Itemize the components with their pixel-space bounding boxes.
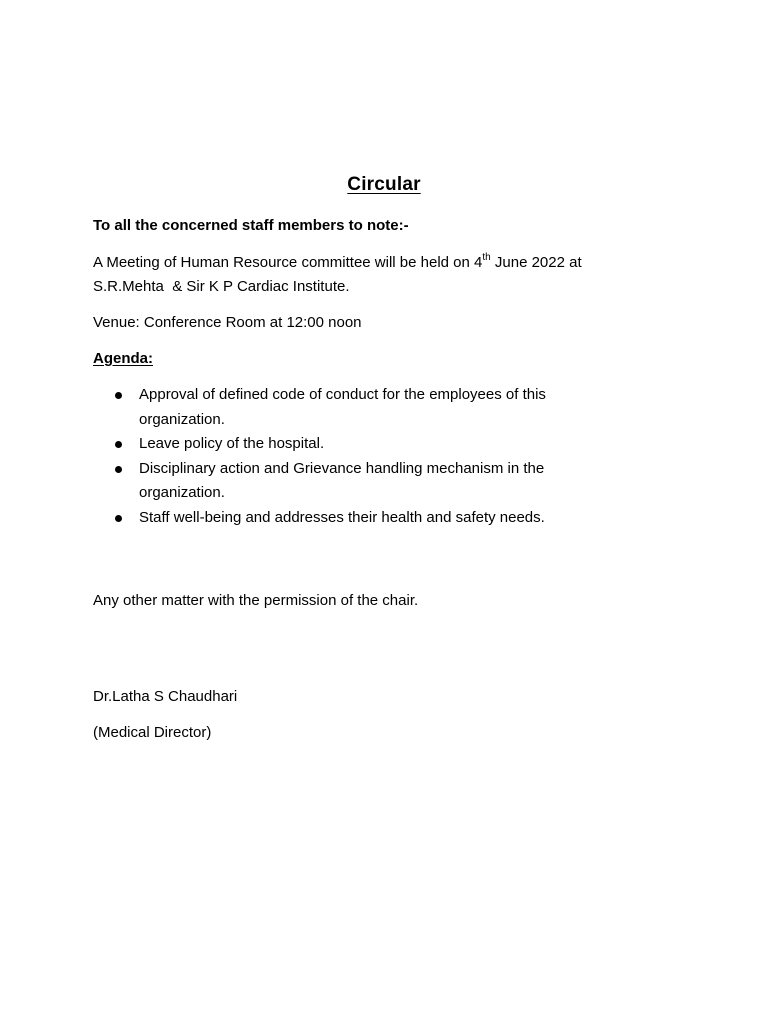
venue-line: Venue: Conference Room at 12:00 noon [93, 314, 362, 331]
other-matter-line: Any other matter with the permission of the chair. [93, 592, 419, 609]
bullet-icon [115, 466, 122, 473]
agenda-item-line: Disciplinary action and Grievance handling mechanism in the [139, 459, 545, 477]
document-title: Circular [347, 174, 421, 195]
agenda-item [93, 432, 653, 457]
bullet-icon [115, 441, 122, 448]
agenda-item-line: Staff well-being and addresses their health and safety needs. [139, 508, 545, 526]
signatory-name: Dr.Latha S Chaudhari [93, 688, 238, 705]
agenda-heading: Agenda: [93, 350, 153, 367]
agenda-item [93, 457, 653, 506]
date-ordinal-suffix: th [482, 252, 491, 263]
meeting-line-2: S.R.Mehta & Sir K P Cardiac Institute. [93, 278, 350, 295]
signatory-title: (Medical Director) [93, 724, 212, 741]
agenda-item [93, 506, 653, 531]
addressee-line: To all the concerned staff members to note:- [93, 217, 409, 234]
agenda-list [93, 383, 653, 530]
agenda-item-line: Approval of defined code of conduct for the employees of this [139, 386, 546, 403]
meeting-text-start: A Meeting of Human Resource committee will be held on 4 [93, 254, 483, 271]
meeting-text-end: June 2022 at [490, 254, 582, 271]
agenda-item [93, 383, 653, 432]
agenda-item-line: organization. [139, 484, 225, 501]
bullet-icon [115, 515, 122, 522]
agenda-item-line: Leave policy of the hospital. [139, 435, 325, 452]
agenda-item-line: organization. [139, 410, 225, 428]
bullet-icon [115, 392, 122, 399]
meeting-line-1 [93, 251, 582, 275]
